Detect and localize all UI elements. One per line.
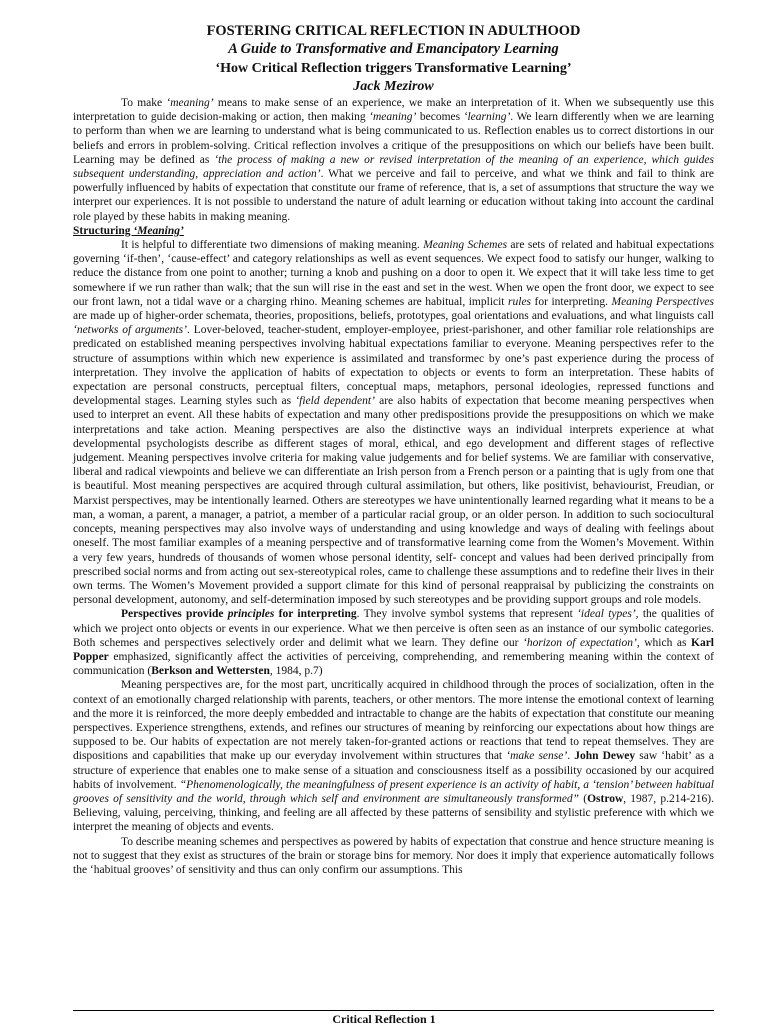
paragraph-acquisition: Meaning perspectives are, for the most part, uncritically acquired in childhood through the proces of socialization, often in the context of an emotionally charged relationship with parents, teachers, or other mentors. The more intense the emotional context of learning and the more it is reinforced, the more deeply embedded and intractable to change are the habits of expectation that constitute our meaning perspectives. Experience strengthens, extends, and refines our structures of meaning by reinforcing our expectations about how things are supposed to be. Our habits of expectation are not merely taken-for-granted actions or reactions that tend to repeat themselves. They are dispositions and capabilities that make up our everyday involvement within structures that ‘make sense’. John Dewey saw ‘habit’ as a structure of experience that enables one to make sense of a situation and consciousness itself as a possibility occasioned by our acquired habits of involvement. “Phenomenologically, the meaningfulness of present experience is an activity of habit, a ‘tension’ between habitual grooves of sensitivity and the world, through which self and environment are simultaneously transformed” (Ostrow, 1987, p.214-216). Believing, valuing, perceiving, thinking, and feeling are all affected by these patterns of sensibility and stylistic preference with which we interpret the meaning of objects and events. (73, 679, 714, 834)
paragraph-habits: To describe meaning schemes and perspectives as powered by habits of expectation that construe and hence structure meaning is not to suggest that they exist as structures of the brain or storage bins for memory. Nor does it imply that experience automatically follows the ‘habitual grooves’ of sensitivity and thus can only confirm our assumptions. This (73, 835, 714, 876)
paragraph-structuring: It is helpful to differentiate two dimensions of making meaning. Meaning Schemes are sets of related and habitual expectations governing ‘if-then’, ‘cause-effect’ and category relationships as well as event sequences. We expect food to satisfy our hunger, walking to reduce the distance from one point to another; turning a knob and pushing on a door to open it. We expect that it will take less time to get somewhere if we run rather than walk; that the sun will rise in the east and set in the west. When we open the front door, we expect to see our front lawn, not a tidal wave or a charging rhino. Meaning schemes are habitual, implicit rules for interpreting. Meaning Perspectives are made up of higher-order schemata, theories, propositions, beliefs, prototypes, goal orientations and evaluations, and what linguists call ‘networks of arguments’. Lover-beloved, teacher-student, employer-employee, priest-parishoner, and other familiar role relationships are predicated on established meaning perspectives involving habitual expectations familiar to everyone. Meaning perspectives refer to the structure of assumptions within which new experience is assimilated and transformec by one’s past experience during the process of interpretation. They involve the application of habits of expectation to objects or events to form an interpretation. These habits of expectation are personal constructs, perceptual filters, conceptual maps, metaphors, personal ideologies, repressed functions and developmental stages. Learning styles such as ‘field dependent’ are also habits of expectation that become meaning perspectives when used to interpret an event. All these habits of expectation and many other predispositions provide the presuppositions on which we make interpretations and take action. Meaning perspectives are also the distinctive ways an individual interprets experience at what developmental psychologists describe as different stages of moral, ethical, and ego development and different stages of reflective judgement. Meaning perspectives involve criteria for making value judgements and for belief systems. We are familiar with conservative, liberal and radical viewpoints and believe we can differentiate an Irish person from a French person or a painting that is ugly from one that is beautiful. Most meaning perspectives are acquired through cultural assimilation, but others, like positivist, behaviourist, Freudian, or Marxist perspectives, may be intentionally learned. Others are stereotypes we have unintentionally learned regarding what it means to be a man, a woman, a parent, a manager, a patriot, a member of a particular racial group, or an older person. In addition to such sociocultural concepts, meaning perspectives may also involve ways of understanding and using knowledge and ways of dealing with feelings about oneself. The most familiar examples of a meaning perspective and of transformative learning come from the Women’s Movement. Within a very few years, hundreds of thousands of women whose personal identity, self- concept and values had been derived principally from prescribed social norms and from acting out sex-stereotypical roles, came to challenge these assumptions and to redefine their lives in their own terms. The Women’s Movement provided a support climate for this kind of personal reappraisal by publicizing the constraints on personal development, autonomy, and self-determination imposed by such stereotypes and be providing support groups and role models. (73, 239, 715, 607)
paragraph-perspectives: Perspectives provide principles for interpreting. They involve symbol systems that represent ‘ideal types’, the qualities of which we project onto objects or events in our experience. What we then perceive is often seen as an instance of our symbolic categories. Both schemes and perspectives selectively order and delimit what we learn. They define our ‘horizon of expectation’, which as Karl Popper emphasized, significantly affect the activities of perceiving, comprehending, and remembering meaning within the context of communication (Berkson and Wettersten, 1984, p.7) (73, 608, 714, 678)
article-title: ‘How Critical Reflection triggers Transformative Learning’ (215, 61, 572, 76)
paragraph-intro: To make ‘meaning’ means to make sense of an experience, we make an interpretation of it. When we subsequently use this interpretation to guide decision-making or action, then making ‘meaning’ becomes ‘learning’. We learn differently when we are learning to perform than when we are learning to understand what is being communicated to us. Reflection enables us to correct distortions in our beliefs and errors in problem-solving. Critical reflection involves a critique of the presuppositions on which our beliefs have been built. Learning may be defined as ‘the process of making a new or revised interpretation of the meaning of an experience, which guides subsequent understanding, appreciation and action’. What we perceive and fail to perceive, and what we think and fail to think are powerfully influenced by habits of expectation that constitute our frame of reference, that is, a set of assumptions that structure the way we interpret our experiences. It is not possible to understand the nature of adult learning or education without taking into account the cardinal role played by these habits in making meaning. (73, 97, 714, 223)
author-name: Jack Mezirow (353, 79, 434, 94)
body-text (73, 96, 714, 877)
document-subtitle: A Guide to Transformative and Emancipatory Learning (228, 41, 559, 57)
document-page (73, 22, 714, 877)
footer-divider (73, 1010, 714, 1011)
document-title: FOSTERING CRITICAL REFLECTION IN ADULTHOOD (206, 23, 581, 39)
section-heading: Structuring ‘Meaning’ (73, 224, 184, 237)
page-footer: Critical Reflection 1 (332, 1012, 436, 1026)
